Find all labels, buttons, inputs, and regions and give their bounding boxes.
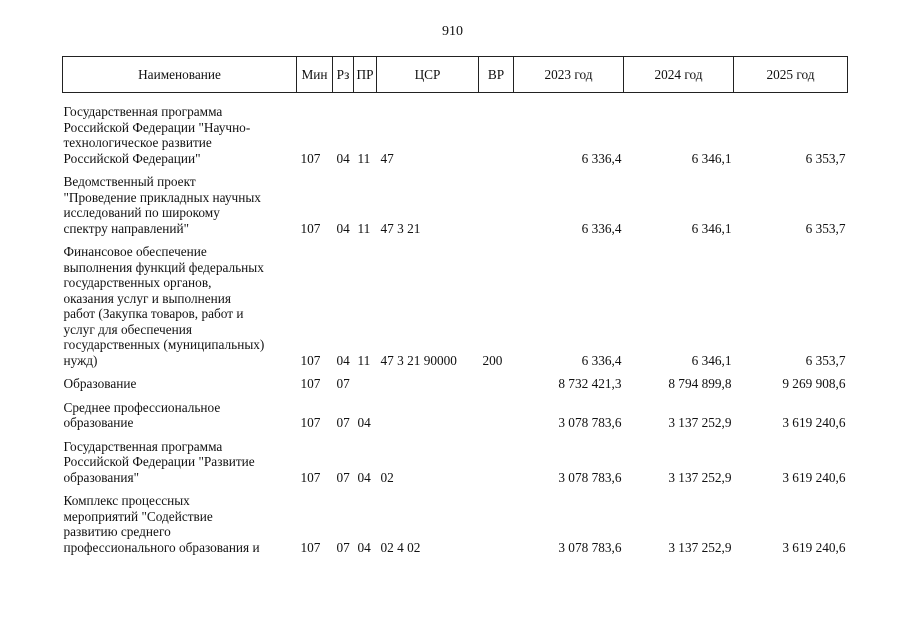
cell-2024: 8 794 899,8 — [668, 376, 732, 391]
table-row — [63, 486, 848, 556]
cell-min: 107 — [300, 539, 321, 555]
cell-csr: 47 3 21 — [380, 220, 421, 236]
name-line: образования" — [63, 469, 140, 485]
cell-2023: 6 336,4 — [581, 150, 622, 166]
cell-pr: 04 — [357, 469, 371, 485]
cell-pr: 11 — [357, 150, 371, 166]
cell-name — [63, 167, 297, 237]
cell-2023: 3 078 783,6 — [558, 539, 622, 555]
header-2025: 2025 год — [734, 57, 848, 93]
name-line: мероприятий "Содействие — [63, 508, 213, 524]
name-line: выполнения функций федеральных — [63, 259, 264, 275]
cell-name — [63, 393, 297, 432]
cell-name — [63, 486, 297, 556]
cell-min: 107 — [300, 415, 321, 430]
cell-2024: 6 346,1 — [691, 150, 732, 166]
table-row — [63, 93, 848, 168]
cell-name — [63, 237, 297, 369]
name-line: нужд) — [63, 352, 98, 368]
header-2024: 2024 год — [624, 57, 734, 93]
cell-rz: 07 — [336, 469, 350, 485]
cell-rz: 07 — [336, 415, 350, 430]
cell-2023: 3 078 783,6 — [558, 415, 622, 430]
name-line: развитию среднего — [63, 524, 171, 539]
cell-rz: 07 — [336, 539, 350, 555]
cell-2025: 6 353,7 — [805, 352, 846, 368]
cell-min: 107 — [300, 469, 321, 485]
cell-csr: 47 — [380, 150, 394, 166]
cell-2025: 3 619 240,6 — [782, 539, 846, 555]
cell-vr — [479, 486, 514, 556]
cell-csr: 47 3 21 90000 — [380, 352, 457, 368]
cell-2023: 3 078 783,6 — [558, 469, 622, 485]
cell-vr — [479, 369, 514, 393]
cell-vr — [479, 393, 514, 432]
name-line: Российской Федерации "Развитие — [63, 454, 255, 469]
cell-vr — [479, 167, 514, 237]
cell-rz: 04 — [336, 352, 350, 368]
cell-rz: 07 — [336, 376, 350, 391]
cell-vr — [479, 432, 514, 487]
name-line: исследований по широкому — [63, 205, 220, 220]
name-line: Российской Федерации" — [63, 150, 201, 166]
name-line: государственных (муниципальных) — [63, 337, 265, 352]
cell-pr: 11 — [357, 352, 371, 368]
header-name: Наименование — [63, 57, 297, 93]
cell-csr: 02 — [380, 469, 394, 485]
cell-csr — [377, 393, 479, 432]
cell-2025: 6 353,7 — [805, 150, 846, 166]
name-line: работ (Закупка товаров, работ и — [63, 306, 244, 321]
name-line: Государственная программа — [63, 104, 223, 119]
name-line: технологическое развитие — [63, 135, 212, 150]
cell-csr: 02 4 02 — [380, 539, 421, 555]
cell-2024: 3 137 252,9 — [668, 469, 732, 485]
name-line: Российской Федерации "Научно- — [63, 119, 251, 135]
cell-2023: 6 336,4 — [581, 352, 622, 368]
cell-rz: 04 — [336, 150, 350, 166]
name-line: Государственная программа — [63, 438, 223, 454]
header-pr: ПР — [354, 57, 377, 93]
cell-min: 107 — [300, 352, 321, 368]
name-line: услуг для обеспечения — [63, 321, 192, 337]
name-line: образование — [63, 415, 134, 430]
cell-vr — [479, 93, 514, 168]
cell-2025: 3 619 240,6 — [782, 415, 846, 430]
cell-vr: 200 — [482, 352, 503, 368]
name-line: Среднее профессиональное — [63, 399, 221, 415]
cell-2023: 8 732 421,3 — [558, 376, 622, 391]
budget-table — [62, 56, 848, 556]
header-2023: 2023 год — [514, 57, 624, 93]
cell-min: 107 — [300, 150, 321, 166]
cell-2025: 6 353,7 — [805, 220, 846, 236]
cell-name — [63, 93, 297, 168]
name-line: Образование — [63, 376, 137, 391]
cell-pr — [354, 369, 377, 393]
cell-2025: 9 269 908,6 — [782, 376, 846, 391]
name-line: "Проведение прикладных научных — [63, 189, 261, 205]
cell-name — [63, 369, 297, 393]
table-row — [63, 237, 848, 369]
cell-2025: 3 619 240,6 — [782, 469, 846, 485]
page-number: 910 — [442, 24, 463, 39]
cell-pr: 04 — [357, 539, 371, 555]
name-line: Финансовое обеспечение — [63, 244, 207, 259]
cell-csr — [377, 369, 479, 393]
cell-2023: 6 336,4 — [581, 220, 622, 236]
name-line: Ведомственный проект — [63, 174, 196, 189]
cell-min: 107 — [300, 220, 321, 236]
cell-name — [63, 432, 297, 487]
name-line: спектру направлений" — [63, 220, 190, 236]
header-rz: Рз — [333, 57, 354, 93]
header-csr: ЦСР — [377, 57, 479, 93]
table-row — [63, 369, 848, 393]
cell-2024: 6 346,1 — [691, 220, 732, 236]
cell-2024: 3 137 252,9 — [668, 539, 732, 555]
table-row — [63, 167, 848, 237]
cell-rz: 04 — [336, 220, 350, 236]
cell-2024: 3 137 252,9 — [668, 415, 732, 430]
cell-min: 107 — [300, 376, 321, 391]
header-vr: ВР — [479, 57, 514, 93]
table-row — [63, 393, 848, 432]
name-line: Комплекс процессных — [63, 493, 190, 508]
name-line: профессионального образования и — [63, 539, 260, 555]
table-body — [63, 93, 848, 557]
cell-2024: 6 346,1 — [691, 352, 732, 368]
name-line: государственных органов, — [63, 275, 212, 290]
cell-pr: 04 — [357, 415, 371, 430]
name-line: оказания услуг и выполнения — [63, 290, 231, 306]
cell-pr: 11 — [357, 220, 371, 236]
table-row — [63, 432, 848, 487]
header-min: Мин — [297, 57, 333, 93]
table-header-row — [63, 57, 848, 93]
